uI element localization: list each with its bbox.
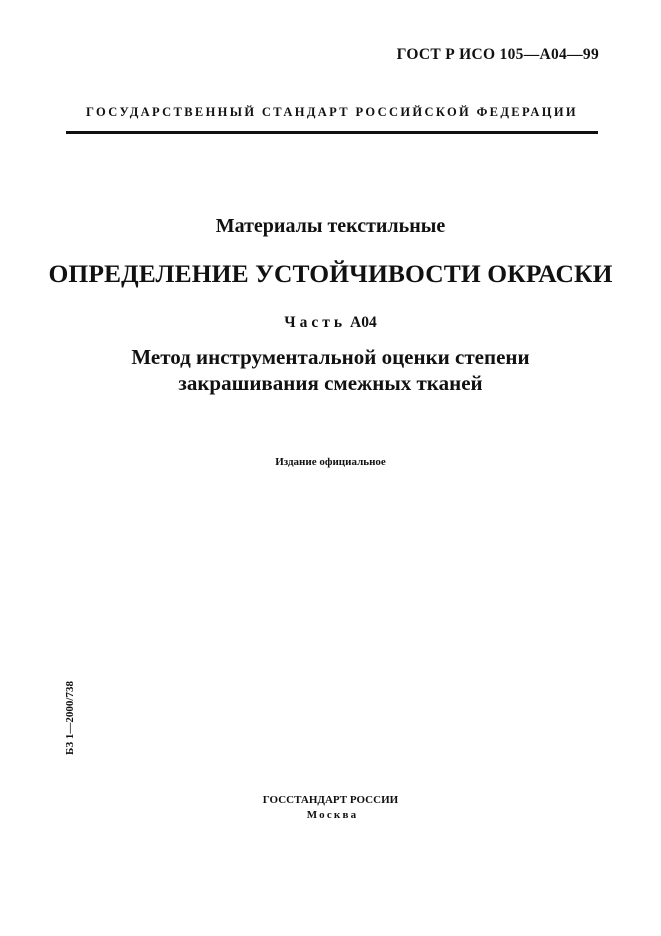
registry-mark-text: БЗ 1—2000/738 — [64, 681, 76, 755]
method-title-line-2: закрашивания смежных тканей — [178, 371, 483, 395]
header-divider — [66, 131, 598, 134]
publisher: ГОССТАНДАРТ РОССИИ — [262, 794, 399, 806]
main-title: ОПРЕДЕЛЕНИЕ УСТОЙЧИВОСТИ ОКРАСКИ — [48, 259, 613, 288]
registry-mark — [63, 680, 77, 756]
part-number: А04 — [350, 314, 377, 331]
standard-type-header: ГОСУДАРСТВЕННЫЙ СТАНДАРТ РОССИЙСКОЙ ФЕДЕРАЦИИ — [86, 105, 578, 119]
edition-label: Издание официальное — [275, 456, 386, 468]
part-label — [0, 314, 661, 332]
publication-city: Москва — [306, 809, 359, 821]
method-title-line-1: Метод инструментальной оценки степени — [131, 345, 530, 369]
method-title — [0, 344, 661, 396]
subject-area: Материалы текстильные — [215, 215, 446, 237]
part-word: Часть — [284, 314, 347, 331]
document-code: ГОСТ Р ИСО 105—А04—99 — [396, 46, 599, 63]
